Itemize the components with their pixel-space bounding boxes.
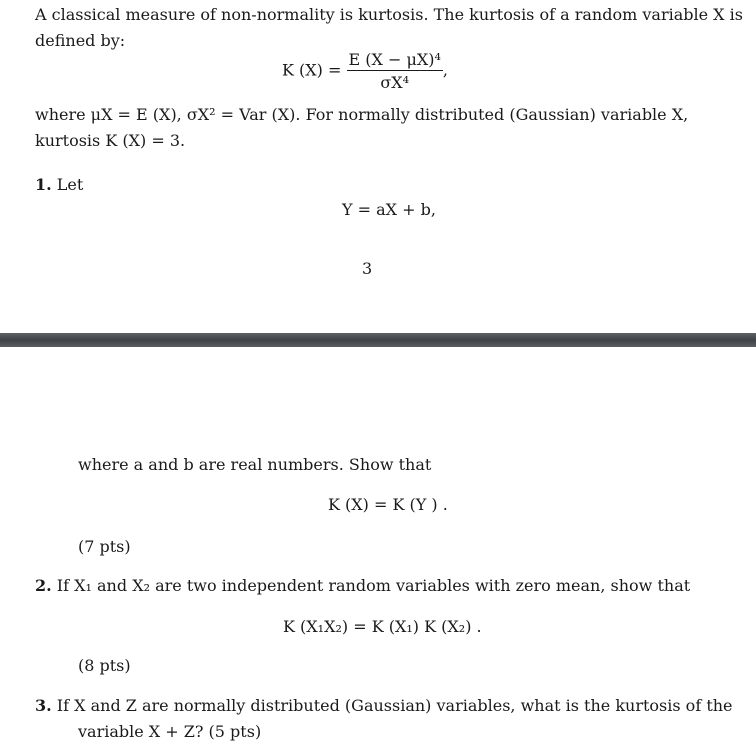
kurtosis-gaussian-line: kurtosis K (X) = 3. xyxy=(35,131,186,150)
formula-lhs: K (X) = xyxy=(282,60,342,80)
formula-tail: , xyxy=(442,60,449,80)
q2-header xyxy=(35,575,690,597)
q1-formula: Y = aX + b, xyxy=(342,200,436,219)
formula-denominator: σX⁴ xyxy=(380,73,410,92)
q1-points: (7 pts) xyxy=(78,537,131,556)
formula-fraction xyxy=(347,50,443,92)
q1-continuation: where a and b are real numbers. Show that xyxy=(78,455,432,474)
page-break-divider xyxy=(0,333,756,347)
q3-header xyxy=(35,695,733,717)
q1-show-formula: K (X) = K (Y ) . xyxy=(328,495,448,514)
q3-text-2: variable X + Z? (5 pts) xyxy=(78,722,262,741)
q2-number: 2. xyxy=(35,576,52,595)
q3-number: 3. xyxy=(35,696,52,715)
q2-text: If X₁ and X₂ are two independent random variables with zero mean, show that xyxy=(56,576,691,595)
intro-line-2: defined by: xyxy=(35,31,126,50)
page-number: 3 xyxy=(362,259,373,278)
q3-text-1: If X and Z are normally distributed (Gaussian) variables, what is the kurtosis of the xyxy=(56,696,733,715)
q2-formula: K (X₁X₂) = K (X₁) K (X₂) . xyxy=(283,617,482,636)
q1-number: 1. xyxy=(35,175,52,194)
where-line: where μX = E (X), σX² = Var (X). For normally distributed (Gaussian) variable X, xyxy=(35,105,689,124)
q1-header xyxy=(35,174,83,196)
kurtosis-definition-formula xyxy=(282,50,448,92)
q2-points: (8 pts) xyxy=(78,656,131,675)
q1-text: Let xyxy=(56,175,84,194)
intro-line-1: A classical measure of non-normality is kurtosis. The kurtosis of a random variable X is xyxy=(35,5,743,24)
formula-numerator: E (X − μX)⁴ xyxy=(348,50,441,69)
